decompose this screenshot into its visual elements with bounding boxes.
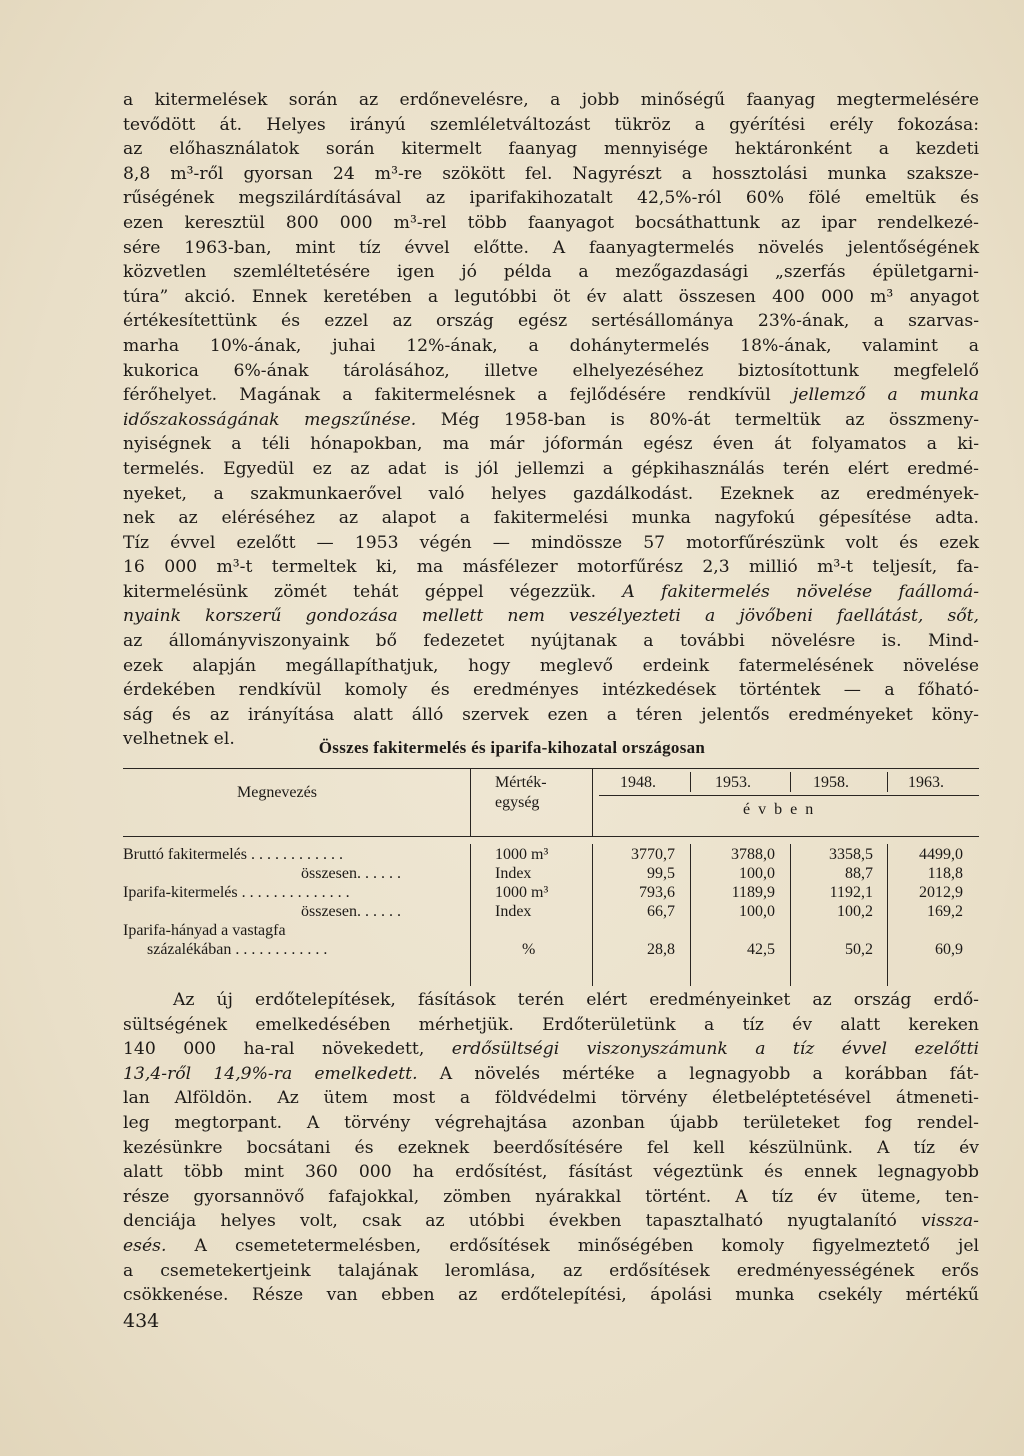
- row-name: összesen. . . . . .: [301, 865, 401, 882]
- text-run: Még 1958-ban is 80%-át termeltük az összmeny-: [416, 409, 979, 430]
- row-value: 66,7: [647, 903, 675, 920]
- text-line: ezek alapján megállapíthatjuk, hogy meglevő erdeink fatermelésének növelése: [123, 655, 979, 676]
- text-line: [123, 580, 979, 605]
- row-name: százalékában . . . . . . . . . . . .: [147, 941, 328, 958]
- italic-run: A fakitermelés növelése faállomá-: [622, 581, 980, 602]
- text-line: nyeket, a szakmunkaerővel való helyes gazdálkodást. Ezeknek az eredmények-: [123, 483, 979, 504]
- header-year: 1953.: [715, 774, 751, 791]
- text-run: 140 000 ha-ral növekedett,: [123, 1039, 452, 1060]
- italic-run: esés.: [123, 1235, 167, 1256]
- text-run: A csemetetermelésben, erdősítések minőségében komoly figyelmeztető jel: [166, 1235, 979, 1256]
- italic-run: vissza-: [921, 1211, 979, 1232]
- text-line: kukorica 6%-ának tárolásához, illetve elhelyezéséhez biztosítottunk megfelelő: [123, 360, 979, 381]
- italic-run: erdősültségi viszonyszámunk a tíz évvel ezelőtti: [451, 1039, 980, 1060]
- text-line: marha 10%-ának, juhai 12%-ának, a dohánytermelés 18%-ának, valamint a: [123, 335, 979, 356]
- header-year: 1963.: [908, 774, 944, 791]
- row-value: 88,7: [845, 865, 873, 882]
- italic-run: 13,4-ről 14,9%-ra emelkedett.: [123, 1063, 418, 1084]
- paragraph-1: [123, 88, 979, 752]
- row-unit: Index: [495, 865, 532, 882]
- row-value: 3788,0: [731, 846, 775, 863]
- text-line: a kitermelések során az erdőnevelésre, a jobb minőségű faanyag megtermelésére: [123, 90, 979, 110]
- table-col-divider: [592, 768, 593, 836]
- text-line: sére 1963-ban, mint tíz évvel előtte. A faanyagtermelés növelés jelentőségének: [123, 237, 979, 258]
- table-title: Összes fakitermelés és iparifa-kihozatal országosan: [318, 738, 706, 757]
- header-years-label: é v b e n: [743, 801, 816, 818]
- text-line: leg megtorpant. A törvény végrehajtása azonban újabb területeket fog rendel-: [123, 1112, 979, 1133]
- text-line: 8,8 m³-ről gyorsan 24 m³-re szökött fel. Nagyrészt a hossztolási munka szaksze-: [123, 163, 979, 184]
- row-value: 4499,0: [919, 846, 963, 863]
- row-unit: %: [522, 941, 536, 958]
- italic-run: időszakosságának megszűnése.: [123, 409, 417, 430]
- text-line: ság és az irányítása alatt álló szervek ezen a téren jelentős eredményeket köny-: [123, 704, 979, 725]
- row-value: 28,8: [647, 941, 675, 958]
- text-run: denciája helyes volt, csak az utóbbi években tapasztalható nyugtalanító: [123, 1211, 922, 1232]
- text-line: [123, 1062, 979, 1087]
- row-name: Iparifa-hányad a vastagfa: [123, 922, 286, 939]
- text-run: A növelés mértéke a legnagyobb a korábban fát-: [417, 1063, 979, 1084]
- text-line: alatt több mint 360 000 ha erdősítést, fásítást végeztünk és ennek legnagyobb: [123, 1162, 979, 1183]
- row-value: 1189,9: [731, 884, 775, 901]
- table-col-divider: [887, 772, 888, 792]
- row-label: Iparifa-kitermelés: [123, 884, 238, 901]
- text-line: túra” akció. Ennek keretében a legutóbbi öt év alatt összesen 400 000 m³ anyagot: [123, 286, 979, 307]
- text-line: közvetlen szemléltetésére igen jó példa a mezőgazdasági „szerfás épületgarni-: [123, 262, 979, 283]
- text-line: lan Alföldön. Az ütem most a földvédelmi törvény életbeléptetésével átmeneti-: [123, 1088, 979, 1109]
- row-value: 42,5: [747, 941, 775, 958]
- text-line: nek az eléréséhez az alapot a fakitermelési munka nagyfokú gépesítése adta.: [123, 508, 979, 529]
- header-year: 1958.: [813, 774, 849, 791]
- row-value: 793,6: [639, 884, 675, 901]
- italic-run: nyaink korszerű gondozása mellett nem veszélyezteti a jövőbeni faellátást, sőt,: [123, 606, 979, 627]
- row-value: 100,0: [739, 903, 775, 920]
- row-unit: 1000 m³: [495, 846, 549, 863]
- text-line: kezésünkre bocsátani és ezeknek beerdősítésére fel kell készülnünk. A tíz év: [123, 1137, 979, 1158]
- row-label: százalékában: [147, 941, 232, 958]
- text-line: [123, 1037, 979, 1062]
- row-name: összesen. . . . . .: [301, 903, 401, 920]
- text-line: [123, 383, 979, 408]
- text-line: 16 000 m³-t termeltek ki, ma másfélezer motorfűrész 2,3 millió m³-t teljesít, fa-: [123, 557, 979, 578]
- text-line: az állományviszonyaink bő fedezetet nyújtanak a további növelésre is. Mind-: [123, 631, 979, 652]
- table-col-divider: [690, 772, 691, 792]
- text-line: része gyorsannövő fafajokkal, zömben nyárakkal történt. A tíz év üteme, ten-: [123, 1186, 979, 1207]
- paragraph-2: [123, 988, 979, 1308]
- row-name: Bruttó fakitermelés . . . . . . . . . . . .: [123, 846, 343, 863]
- text-line: tevődött át. Helyes irányú szemléletváltozást tükröz a gyérítési erély fokozása:: [123, 114, 979, 135]
- row-unit: 1000 m³: [495, 884, 549, 901]
- text-line: termelés. Egyedül ez az adat is jól jellemzi a gépkihasználás terén elért eredmé-: [123, 458, 979, 479]
- row-label: Bruttó fakitermelés: [123, 846, 247, 863]
- row-value: 100,0: [739, 865, 775, 882]
- text-line: érdekében rendkívül komoly és eredményes intézkedések történtek — a főható-: [123, 680, 979, 701]
- header-unit: Mérték-: [495, 774, 547, 791]
- text-line: velhetnek el.: [123, 729, 235, 750]
- italic-run: jellemző a munka: [792, 385, 979, 406]
- text-line: sültségének emelkedésében mérhetjük. Erdőterületünk a tíz év alatt kereken: [123, 1014, 979, 1035]
- text-line: a csemetekertjeink talajának leromlása, az erdősítések eredményességének erős: [123, 1260, 979, 1281]
- row-value: 3358,5: [829, 846, 873, 863]
- row-value: 99,5: [647, 865, 675, 882]
- row-value: 2012,9: [919, 884, 963, 901]
- header-name: Megnevezés: [237, 784, 317, 801]
- table-col-divider: [470, 844, 471, 986]
- row-value: 1192,1: [829, 884, 873, 901]
- table-rule-years: [599, 795, 979, 796]
- row-label: összesen: [301, 903, 357, 920]
- table-col-divider: [470, 768, 471, 836]
- row-value: 118,8: [927, 865, 963, 882]
- row-label: összesen: [301, 865, 357, 882]
- header-unit: egység: [495, 794, 540, 811]
- table-rule-top: [123, 768, 979, 769]
- text-line: nyiségnek a téli hónapokban, ma már jóformán egész éven át folyamatos a ki-: [123, 434, 979, 455]
- page-number: 434: [123, 1310, 160, 1332]
- header-year: 1948.: [620, 774, 656, 791]
- row-value: 60,9: [935, 941, 963, 958]
- row-value: 50,2: [845, 941, 873, 958]
- text-run: kitermelésünk zömét tehát géppel végezzük.: [123, 581, 623, 602]
- text-line: rűségének megszilárdításával az iparifakihozatalt 42,5%-ról 60% fölé emeltük és: [123, 188, 979, 209]
- text-run: férőhelyet. Magának a fakitermelésnek a fejlődésére rendkívül: [123, 385, 771, 406]
- text-line: csökkenése. Része van ebben az erdőtelepítési, ápolási munka csekély mértékű: [123, 1285, 979, 1306]
- table-col-divider: [790, 772, 791, 792]
- row-value: 3770,7: [631, 846, 675, 863]
- text-line: [123, 1234, 979, 1259]
- text-line: ezen keresztül 800 000 m³-rel több faanyagot bocsáthattunk az ipar rendelkezé-: [123, 212, 979, 233]
- row-name: Iparifa-kitermelés . . . . . . . . . . . . . .: [123, 884, 350, 901]
- text-line: Tíz évvel ezelőtt — 1953 végén — mindössze 57 motorfűrészünk volt és ezek: [123, 532, 979, 553]
- text-line: az előhasználatok során kitermelt faanyag mennyisége hektáronként a kezdeti: [123, 139, 979, 160]
- text-line: értékesítettünk és ezzel az ország egész sertésállománya 23%-ának, a szarvas-: [123, 311, 979, 332]
- text-line: [123, 408, 979, 433]
- row-value: 169,2: [927, 903, 963, 920]
- text-line: [123, 1209, 979, 1234]
- row-value: 100,2: [837, 903, 873, 920]
- table-rule-header: [123, 836, 979, 837]
- text-line: Az új erdőtelepítések, fásítások terén elért eredményeinket az ország erdő-: [173, 990, 979, 1010]
- text-line: [123, 604, 979, 629]
- row-unit: Index: [495, 903, 532, 920]
